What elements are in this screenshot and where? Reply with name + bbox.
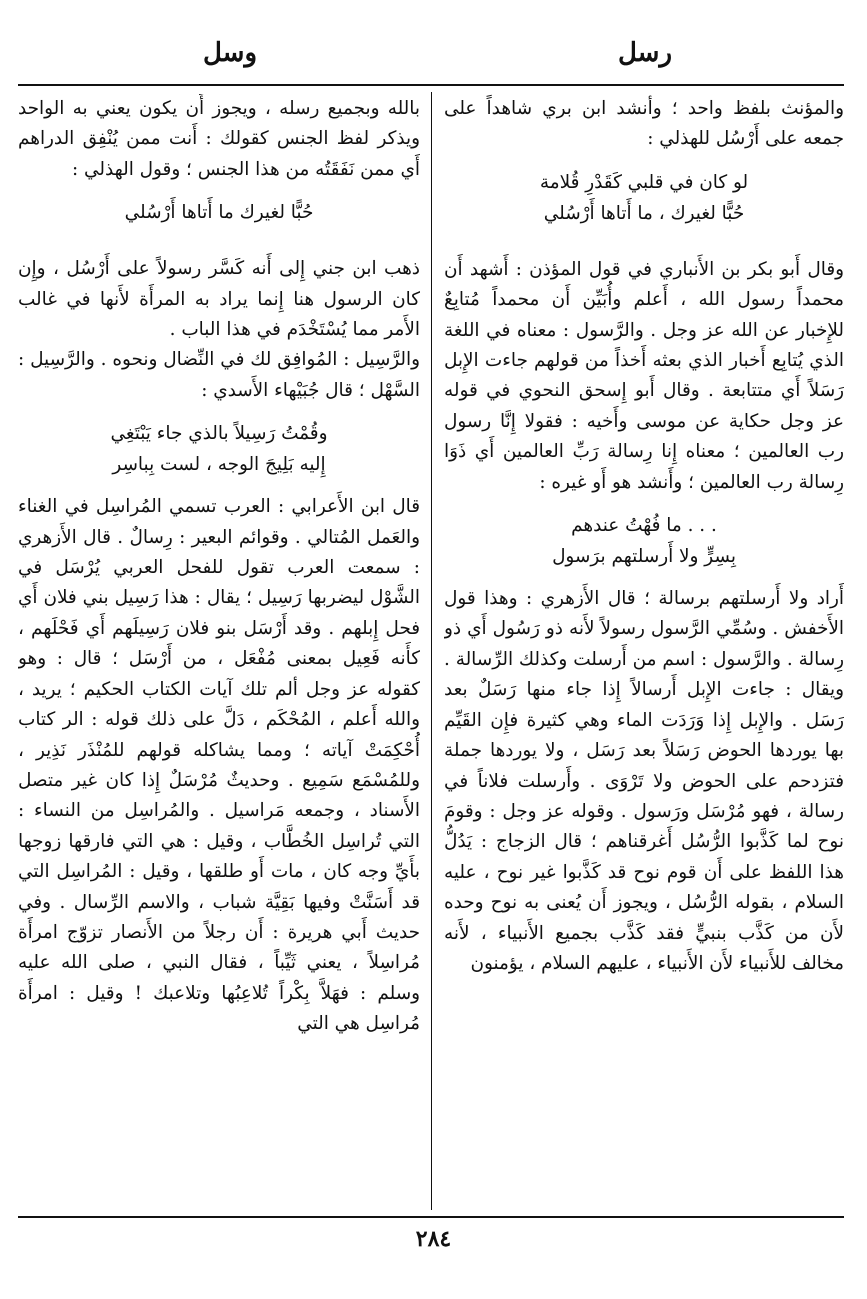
footer-rule [18, 1216, 844, 1218]
poem-verse [444, 498, 844, 584]
section-separator [444, 241, 844, 255]
paragraph: أَراد ولا أَرسلتهم برسالة ؛ قال الأَزهري : وهذا قول الأَخفش . وسُمِّي الرَّسول رسولاً لأَنه ذو رَسُول أَي ذو رِسالة . والرَّسول : اسم من أَرسلت وكذلك الرِّسالة . ويقال : جاءت الإِبل أَرسالاً إِذا جاء منها رَسَلٌ بعد رَسَل . والإِبل إِذا وَرَدَت الماء وهي كثيرة فإِن القَيِّم بها يوردها الحوض رَسَلاً بعد رَسَل ، ولا يوردها جملة فتزدحم على الحوض ولا تَرْوَى . وأَرسلت فلاناً في رسالة ، فهو مُرْسَل ورَسول . وقوله عز وجل : وقومَ نوح لما كَذَّبوا الرُّسُل أَغرقناهم ؛ قال الزجاج : يَدُلُّ هذا اللفظ على أَن قوم نوح قد كَذَّبوا غير نوح ، عليه السلام ، بقوله الرُّسُل ، ويجوز أَن يُعنى به نوح وحده لأَن من كَذَّب بنبيٍّ فقد كَذَّب بجميع الأَنبياء ، لأَنه مخالف للأَنبياء لأَن الأَنبياء ، عليهم السلام ، يؤمنون [444, 588, 844, 974]
poem-verse [18, 185, 420, 240]
poem-verse [444, 155, 844, 241]
verse-line: حُبًّا لغيرك ، ما أَتاها أَرْسُلي [543, 202, 745, 224]
left-column [18, 94, 420, 1209]
paragraph: وقال أَبو بكر بن الأَنباري في قول المؤذن : أَشهد أَن محمداً رسول الله ، أَعلم وأُبَيِّن أَن محمداً مُتابِعٌ للإِخبار عن الله عز وجل . والرَّسول : معناه في اللغة الذي يُتابِع أَخبار الذي بعثه أَخذاً من قولهم جاءت الإِبل رَسَلاً أَي متتابعة . وقال أَبو إِسحق النحوي في قوله عز وجل حكاية عن موسى وأَخيه : فقولا إِنَّا رسول رب العالمين ؛ معناه إِنا رِسالة رَبِّ العالمين أَي ذَوَا رِسالة رب العالمين ؛ وأَنشد هو أَو غيره : [444, 258, 844, 493]
column-divider [431, 92, 432, 1210]
paragraph: قال ابن الأَعرابي : العرب تسمي المُراسِل في الغناء والعَمل المُتالي . وقوائم البعير : رِسالٌ . قال الأَزهري : سمعت العرب تقول للفحل العربي يُرْسَل في الشَّوْل ليضربها رَسِيل ؛ يقال : هذا رَسِيل بني فلان أَي فحل إِبلهم . وقد أَرْسَل بنو فلان رَسِيلَهم أَي فَحْلَهم ، كأَنه فَعِيل بمعنى مُفْعَل ، من أَرْسَل ؛ قال : وهو كقوله عز وجل ألم تلك آيات الكتاب الحكيم ؛ يريد ، والله أَعلم ، المُحْكَم ، دَلَّ على ذلك قوله : الر كتاب أُحْكِمَتْ آياته ؛ ومما يشاكله قولهم للمُنْذَر نَذِير ، وللمُسْمَع سَمِيع . وحديثٌ مُرْسَلٌ إِذا كان غير متصل الأَسناد ، وجمعه مَراسيل . والمُراسِل من النساء : التي تُراسِل الخُطَّاب ، وقيل : هي التي فارقها زوجها بأَيِّ وجه كان ، مات أَو طلقها ، وقيل : المُراسِل التي قد أَسَنَّتْ وفيها بَقِيَّة شباب ، والاسم الرِّسال . وفي حديث أَبي هريرة : أَن رجلاً من الأَنصار تزوّج امرأَة مُراسِلاً ، يعني ثَيِّباً ، فقال النبي ، صلى الله عليه وسلم : فهَلاَّ بِكْراً تُلاعِبُها وتلاعبك ! وقيل : امرأَة مُراسِل هي التي [18, 496, 420, 1035]
poem-verse [18, 406, 420, 492]
paragraph: بالله وبجميع رسله ، ويجوز أَن يكون يعني به الواحد ويذكر لفظ الجنس كقولك : أَنت ممن يُنْفِق الدراهم أَي ممن نَفَقَتُه من هذا الجنس ؛ وقول الهذلي : [18, 98, 420, 180]
verse-line: إِليه بَلِيجَ الوجه ، لست بِباسِر [112, 454, 326, 476]
paragraph: والمؤنث بلفظ واحد ؛ وأنشد ابن بري شاهداً على جمعه على أَرْسُل للهذلي : [444, 98, 844, 150]
page-number: ٢٨٤ [415, 1226, 452, 1252]
paragraph: ذهب ابن جني إِلى أَنه كَسَّر رسولاً على أَرْسُل ، وإِن كان الرسول هنا إِنما يراد به المرأَة لأَنها في غالب الأَمر مما يُسْتَخْدَم في هذا الباب . [18, 258, 420, 341]
header-rule [18, 84, 844, 86]
verse-line: وقُمْتُ رَسِيلاً بالذي جاء يَبْتَغِي [110, 423, 328, 445]
right-column [444, 94, 844, 1209]
right-header-title: رسل [617, 38, 673, 68]
verse-line: بِسِرٍّ ولا أَرسلتهم برَسول [552, 546, 736, 568]
verse-line: . . . ما فُهْتُ عندهم [571, 515, 717, 537]
left-header-title: وسل [202, 38, 258, 68]
verse-line: حُبًّا لغيرك ما أَتاها أَرْسُلي [124, 202, 314, 224]
section-separator [18, 240, 420, 254]
verse-line: لو كان في قلبي كَقَدْرِ قُلامة [539, 171, 749, 193]
paragraph: والرَّسِيل : المُوافِق لك في النِّضال ونحوه . والرَّسِيل : السَّهْل ؛ قال جُبَيْهاء الأَسدي : [18, 349, 420, 401]
